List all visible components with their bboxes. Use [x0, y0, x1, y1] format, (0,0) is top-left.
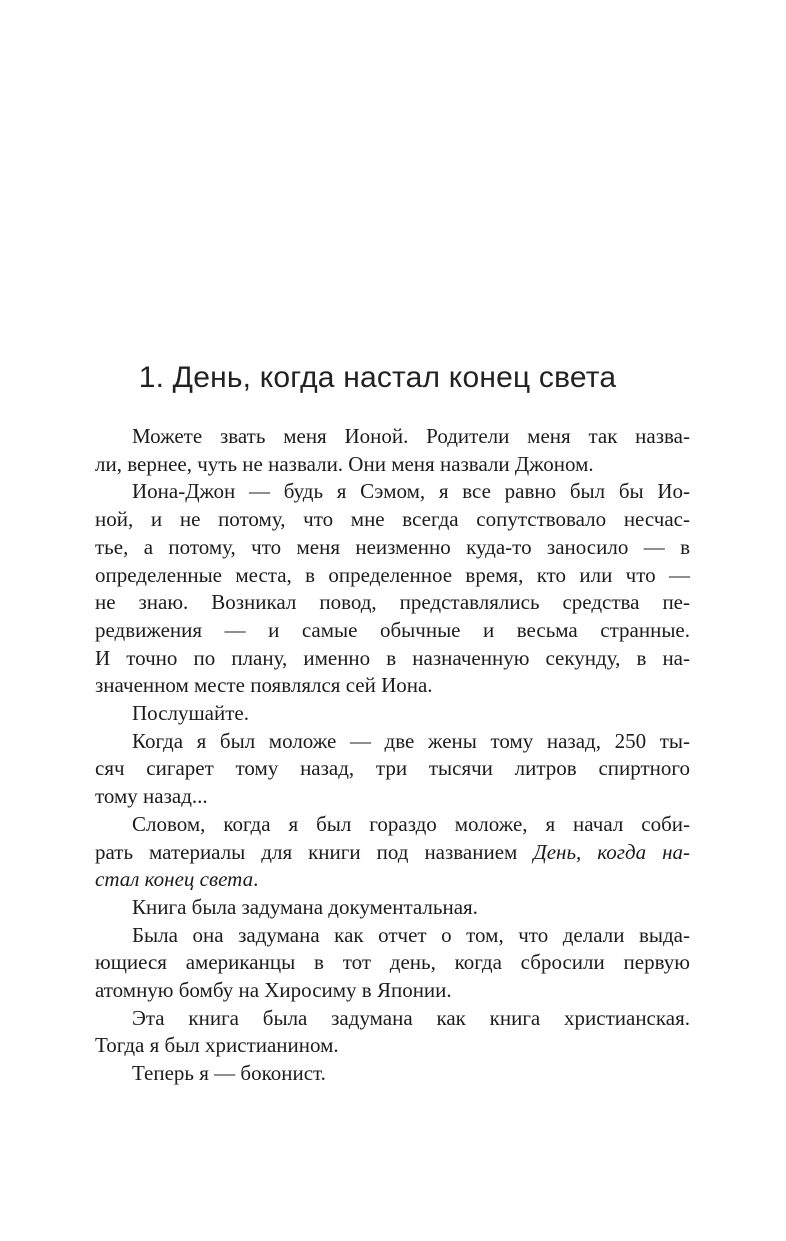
text-line: [95, 811, 690, 839]
paragraph-6: [95, 894, 690, 922]
text-line: [95, 534, 690, 562]
text-line: [95, 783, 690, 811]
text-segment: значенном месте появлялся сей Иона.: [95, 673, 433, 698]
text-line: [95, 894, 690, 922]
text-segment: рать материалы для книги под названием: [95, 839, 534, 864]
text-line: [95, 589, 690, 617]
text-segment: .: [253, 867, 259, 892]
paragraph-5: [95, 811, 690, 894]
text-segment: Эта книга была задумана как книга христианская.: [132, 1005, 690, 1030]
text-line: [95, 506, 690, 534]
text-segment: не знаю. Возникал повод, представлялись средства пе-: [95, 590, 690, 615]
italic-text-segment: стал конец света: [95, 867, 254, 892]
text-segment: И точно по плану, именно в назначенную секунду, в на-: [95, 645, 690, 670]
text-segment: Была она задумана как отчет о том, что делали выда-: [132, 922, 690, 947]
text-segment: атомную бомбу на Хиросиму в Японии.: [95, 978, 452, 1003]
paragraph-1: [95, 423, 690, 478]
text-line: [95, 866, 690, 894]
text-line: [95, 728, 690, 756]
text-segment: Книга была задумана документальная.: [132, 894, 478, 919]
paragraph-9: [95, 1060, 690, 1088]
text-line: [95, 839, 690, 867]
paragraph-7: [95, 922, 690, 1005]
chapter-title: 1. День, когда настал конец света: [138, 361, 617, 394]
text-line: [95, 672, 690, 700]
text-line: [95, 1060, 690, 1088]
text-line: [95, 423, 690, 451]
text-segment: тому назад...: [95, 784, 208, 809]
text-segment: Когда я был моложе — две жены тому назад, 250 ты-: [132, 728, 690, 753]
text-line: [95, 1032, 690, 1060]
page-body: [95, 423, 690, 1088]
text-segment: Тогда я был христианином.: [95, 1033, 339, 1058]
text-segment: ющиеся американцы в тот день, когда сбросили первую: [95, 950, 690, 975]
text-line: [95, 1005, 690, 1033]
paragraph-3: [95, 700, 690, 728]
text-line: [95, 451, 690, 479]
text-line: [95, 700, 690, 728]
text-segment: тье, а потому, что меня неизменно куда-то заносило — в: [95, 534, 690, 559]
italic-text-segment: День, когда на-: [533, 839, 690, 864]
text-segment: определенные места, в определенное время, кто или что —: [95, 562, 690, 587]
text-line: [95, 645, 690, 673]
text-line: [95, 922, 690, 950]
paragraph-4: [95, 728, 690, 811]
text-segment: ной, и не потому, что мне всегда сопутствовало несчас-: [95, 507, 690, 532]
text-line: [95, 755, 690, 783]
text-line: [95, 562, 690, 590]
paragraph-2: [95, 478, 690, 700]
text-segment: Теперь я — боконист.: [132, 1061, 326, 1086]
text-line: [95, 949, 690, 977]
text-line: [95, 478, 690, 506]
text-line: [95, 617, 690, 645]
text-segment: Словом, когда я был гораздо моложе, я начал соби-: [132, 811, 690, 836]
text-segment: сяч сигарет тому назад, три тысячи литров спиртного: [95, 756, 690, 781]
text-segment: редвижения — и самые обычные и весьма странные.: [95, 617, 690, 642]
text-segment: Иона-Джон — будь я Сэмом, я все равно был бы Ио-: [132, 479, 690, 504]
text-line: [95, 977, 690, 1005]
paragraph-8: [95, 1005, 690, 1060]
text-segment: Можете звать меня Ионой. Родители меня так назва-: [132, 424, 690, 448]
text-segment: ли, вернее, чуть не назвали. Они меня назвали Джоном.: [95, 451, 594, 476]
text-segment: Послушайте.: [132, 701, 249, 726]
